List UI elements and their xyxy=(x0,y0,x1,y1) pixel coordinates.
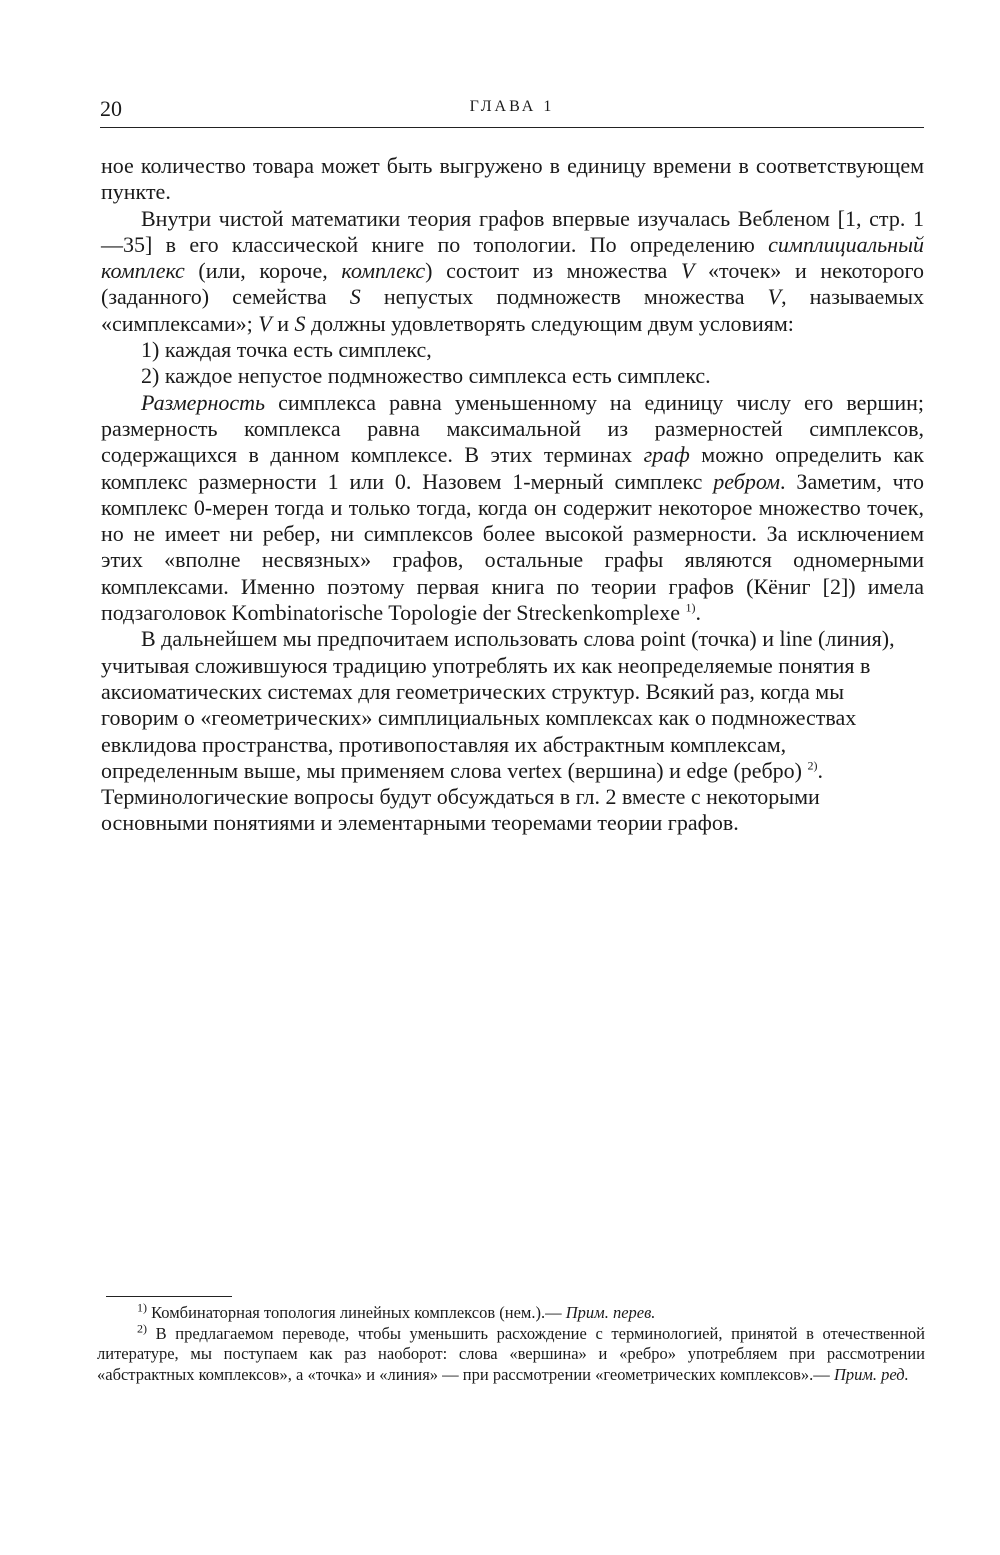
footnote-mark: 1) xyxy=(137,1300,147,1315)
symbol-v: V xyxy=(767,284,782,310)
condition-2: 2) каждое непустое подмножество симплекса есть симплекс. xyxy=(141,363,711,389)
term-dimension: Размерность xyxy=(141,389,266,415)
page-header xyxy=(100,96,924,124)
editor-note: Прим. ред. xyxy=(833,1364,909,1384)
symbol-s: S xyxy=(349,284,361,310)
paragraph-1: ное количество товара может быть выгружено в единицу времени в соответствующем пункте. xyxy=(101,153,924,205)
translator-note: Прим. перев. xyxy=(565,1303,656,1322)
symbol-s: S xyxy=(294,310,306,336)
footnote-2: $^{2)}$ В предлагаемом переводе, чтобы уменьшить расхождение с терминологией, принятой в отечественной литературе, мы поступаем как раз наоборот: слова «вершина» и «ребро» употребляем при рассмотрении «абстрактных комплексов», а «точка» и «линия» — при рассмотрении «геометрических комплексов».— Прим. ред. xyxy=(97,1321,925,1384)
term-edge: ребром xyxy=(713,468,781,494)
footnote-ref-2: 2) xyxy=(807,758,818,773)
term-complex: комплекс xyxy=(341,258,426,284)
page-number: 20 xyxy=(100,96,122,121)
footnote-1: $^{1)}$ Комбинаторная топология линейных комплексов (нем.).— Прим. перев. xyxy=(137,1300,656,1322)
symbol-v: V xyxy=(258,310,272,336)
footnote-rule xyxy=(106,1296,232,1297)
term-simplicial-complex: симплициальный комплекс xyxy=(101,231,924,284)
footnotes xyxy=(97,1300,925,1385)
paragraph-4: В дальнейшем мы предпочитаем использовать слова point (точка) и line (линия), учитывая сложившуюся традицию употреблять их как неопределяемые понятия в аксиоматических системах для геометрических структур. Всякий раз, когда мы говорим о «геометрических» симплициальных комплексах как о подмножествах евклидова пространства, противопоставляя их абстрактным комплексам, определенным выше, мы применяем слова vertex (вершина) и edge (ребро) $^{2)}$. Терминологические вопросы будут обсуждаться в гл. 2 вместе с некоторыми основными понятиями и элементарными теоремами теории графов. xyxy=(101,626,895,836)
condition-1: 1) каждая точка есть симплекс, xyxy=(141,337,432,363)
paragraph-2: Внутри чистой математики теория графов впервые изучалась Вебленом [1, стр. 1—35] в его классической книге по топологии. По определению симплициальный комплекс (или, короче, комплекс) состоит из множества V «точек» и некоторого (заданного) семейства S непустых подмножеств множества V, называемых «симплексами»; V и S должны удовлетворять следующим двум условиям: xyxy=(101,205,924,336)
running-title: ГЛАВА 1 xyxy=(469,98,555,115)
term-graph: граф xyxy=(643,442,690,468)
footnote-mark: 2) xyxy=(137,1321,147,1336)
symbol-v: V xyxy=(680,258,695,284)
footnote-ref-1: 1) xyxy=(685,600,696,615)
paragraph-3: Размерность симплекса равна уменьшенному на единицу числу его вершин; размерность комплекса равна максимальной из размерностей симплексов, содержащихся в данном комплексе. В этих терминах граф можно определить как комплекс размерности 1 или 0. Назовем 1-мерный симплекс ребром. Заметим, что комплекс 0-мерен тогда и только тогда, когда он содержит некоторое множество точек, но не имеет ни ребер, ни симплексов более высокой размерности. За исключением этих «вполне несвязных» графов, остальные графы являются одномерными комплексами. Именно поэтому первая книга по теории графов (Кёниг [2]) имела подзаголовок Kombinatorische Topologie der Streckenkomplexe $^{1)}$. xyxy=(101,389,924,626)
main-text xyxy=(101,153,924,837)
header-rule xyxy=(100,127,924,128)
